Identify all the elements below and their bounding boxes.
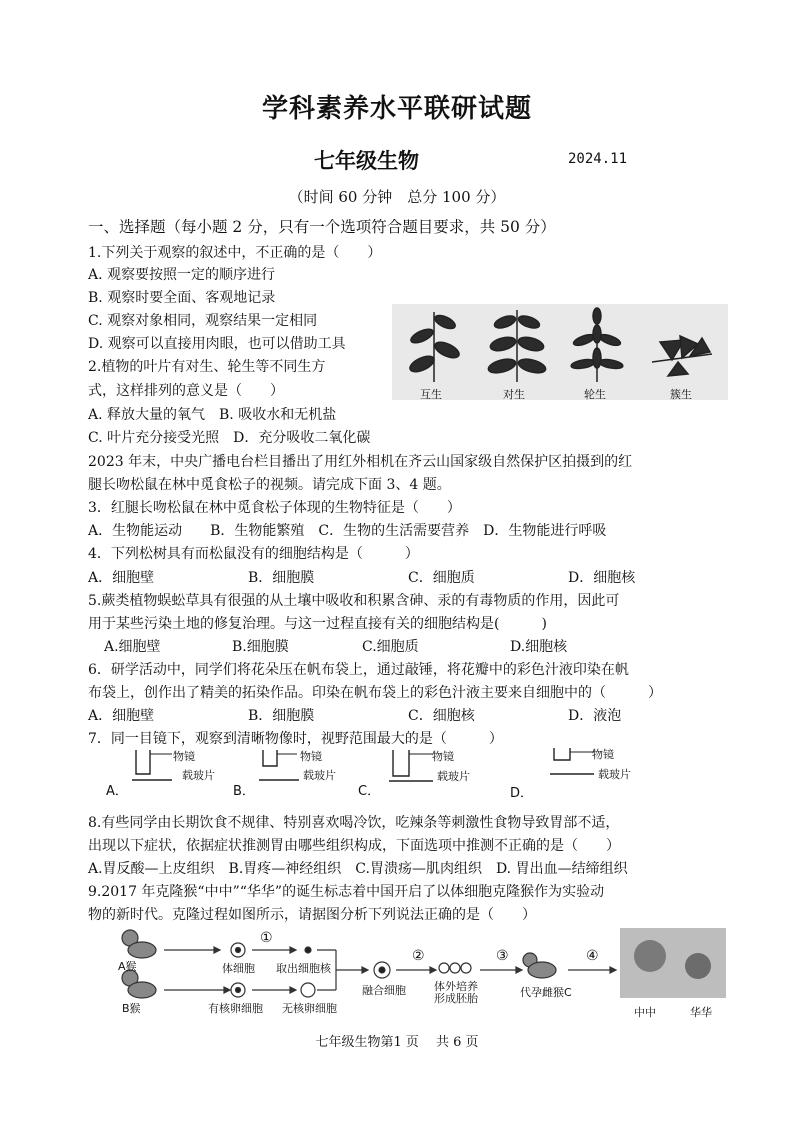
diagram-culture-2: 形成胚胎: [434, 992, 478, 1005]
exam-title: 学科素养水平联研试题: [261, 94, 532, 124]
q3-options: A．生物能运动 B．生物能繁殖 C．生物的生活需要营养 D．生物能进行呼吸: [88, 523, 607, 539]
q2-options-ab: A. 释放大量的氧气 B. 吸收水和无机盐: [88, 407, 337, 423]
q5-line1: 5.蕨类植物蜈蚣草具有很强的从土壤中吸收和积累含砷、汞的有毒物质的作用，因此可: [88, 593, 620, 609]
passage-line1: 2023 年末，中央广播电台栏目播出了用红外相机在齐云山国家级自然保护区拍摄到的红: [88, 454, 633, 470]
diagram-step-2: ②: [412, 948, 425, 964]
passage-line2: 腿长吻松鼠在林中觅食松子的视频。请完成下面 3、4 题。: [88, 477, 451, 493]
diagram-surrogate: 代孕雌猴C: [520, 986, 572, 999]
q7-a-objective-label: 物镜: [173, 750, 195, 763]
q7-letter-d: D．: [510, 786, 534, 801]
q1-stem: 1.下列关于观察的叙述中，不正确的是（ ）: [88, 245, 382, 261]
diagram-offspring-zhongzhong: 中中: [634, 1006, 656, 1019]
q5-option-a: A.细胞壁: [104, 639, 161, 655]
section-heading: 一、选择题（每小题 2 分，只有一个选项符合题目要求，共 50 分）: [88, 218, 556, 236]
q6-option-a: A．细胞壁: [88, 708, 155, 724]
q7-objective-c-icon: [387, 748, 435, 784]
diagram-step-1: ①: [260, 930, 273, 946]
fig-label-alternate: 互生: [420, 388, 442, 401]
q7-objective-b-icon: [257, 748, 301, 784]
q7-letter-c: C．: [358, 784, 381, 799]
q8-line2: 出现以下症状，依据症状推测胃由哪些组织构成，下面选项中推测不正确的是（ ）: [88, 838, 620, 854]
page-footer: 七年级生物第1 页 共 6 页: [315, 1035, 479, 1050]
q6-options: [88, 705, 621, 727]
q7-objective-a-icon: [130, 748, 174, 784]
q4-option-c: C．细胞质: [408, 570, 475, 586]
diagram-fused-cell: 融合细胞: [362, 984, 406, 997]
q4-option-b: B．细胞膜: [248, 570, 315, 586]
q6-option-d: D．液泡: [568, 708, 622, 724]
leaf-arrangement-figure: [392, 304, 728, 400]
q7-c-objective-label: 物镜: [432, 750, 454, 763]
diagram-somatic-cell: 体细胞: [222, 962, 255, 975]
q5-line2: 用于某些污染土地的修复治理。与这一过程直接有关的细胞结构是( ): [88, 616, 547, 632]
time-info: （时间 60 分钟 总分 100 分）: [288, 188, 506, 206]
diagram-offspring-huahua: 华华: [690, 1006, 712, 1019]
q7-d-slide-label: 载玻片: [598, 768, 631, 781]
q4-option-d: D．细胞核: [568, 570, 636, 586]
diagram-monkey-b: B猴: [122, 1002, 141, 1015]
diagram-egg-no-nucleus: 无核卵细胞: [282, 1002, 337, 1015]
q6-line1: 6．研学活动中，同学们将花朵压在帆布袋上，通过敲锤，将花瓣中的彩色汁液印染在帆: [88, 662, 629, 678]
exam-date: 2024.11: [568, 151, 628, 167]
diagram-step-3: ③: [496, 948, 509, 964]
exam-subtitle: 七年级生物: [314, 149, 419, 173]
fig-label-whorled: 轮生: [584, 388, 606, 401]
q5-option-c: C.细胞质: [362, 639, 419, 655]
q6-line2: 布袋上，创作出了精美的拓染作品。印染在帆布袋上的彩色汁液主要来自细胞中的（ ）: [88, 685, 662, 701]
q9-line1: 9.2017 年克隆猴“中中”“华华”的诞生标志着中国开启了以体细胞克隆猴作为实验动: [88, 884, 605, 900]
diagram-monkey-a: A猴: [118, 960, 137, 973]
q6-option-b: B．细胞膜: [248, 708, 315, 724]
q7-c-slide-label: 载玻片: [437, 770, 470, 783]
q4-options: [88, 567, 635, 589]
q7-stem: 7．同一目镜下，观察到清晰物像时，视野范围最大的是（ ）: [88, 731, 503, 747]
diagram-extract-nucleus: 取出细胞核: [276, 962, 331, 975]
q8-options: A.胃反酸—上皮组织 B.胃疼—神经组织 C.胃溃疡—肌肉组织 D. 胃出血—结缔组织: [88, 861, 628, 877]
q4-option-a: A．细胞壁: [88, 570, 155, 586]
q2-stem-line2: 式，这样排列的意义是（ ）: [88, 383, 284, 399]
q8-line1: 8.有些同学由长期饮食不规律、特别喜欢喝冷饮，吃辣条等刺激性食物导致胃部不适，: [88, 815, 620, 831]
q2-options-cd: C. 叶片充分接受光照 D．充分吸收二氧化碳: [88, 430, 371, 446]
q7-a-slide-label: 载玻片: [182, 769, 215, 782]
q1-option-a: A. 观察要按照一定的顺序进行: [88, 267, 276, 283]
q5-option-d: D.细胞核: [510, 639, 568, 655]
q7-letter-a: A．: [106, 784, 128, 799]
q1-option-b: B. 观察时要全面、客观地记录: [88, 290, 276, 306]
q2-stem-line1: 2.植物的叶片有对生、轮生等不同生方: [88, 359, 326, 375]
cloning-process-diagram: [112, 926, 727, 1026]
q7-b-slide-label: 载玻片: [303, 769, 336, 782]
q9-line2: 物的新时代。克隆过程如图所示，请据图分析下列说法正确的是（ ）: [88, 907, 536, 923]
fig-label-clustered: 簇生: [670, 388, 692, 401]
diagram-egg-with-nucleus: 有核卵细胞: [208, 1002, 263, 1015]
q7-b-objective-label: 物镜: [300, 750, 322, 763]
q5-option-b: B.细胞膜: [232, 639, 289, 655]
diagram-culture-1: 体外培养: [434, 980, 478, 993]
q4-stem: 4．下列松树具有而松鼠没有的细胞结构是（ ）: [88, 546, 419, 562]
fig-label-opposite: 对生: [503, 388, 525, 401]
q7-d-objective-label: 物镜: [592, 748, 614, 761]
q7-objective-d-icon: [548, 746, 596, 782]
q1-option-c: C. 观察对象相同，观察结果一定相同: [88, 313, 318, 329]
diagram-step-4: ④: [586, 948, 599, 964]
q6-option-c: C．细胞核: [408, 708, 475, 724]
leaf-arrangement-illustration: [392, 304, 728, 386]
q1-option-d: D. 观察可以直接用肉眼，也可以借助工具: [88, 336, 346, 352]
q7-letter-b: B．: [233, 784, 255, 799]
q3-stem: 3．红腿长吻松鼠在林中觅食松子体现的生物特征是（ ）: [88, 500, 461, 516]
q5-options: [104, 636, 567, 658]
